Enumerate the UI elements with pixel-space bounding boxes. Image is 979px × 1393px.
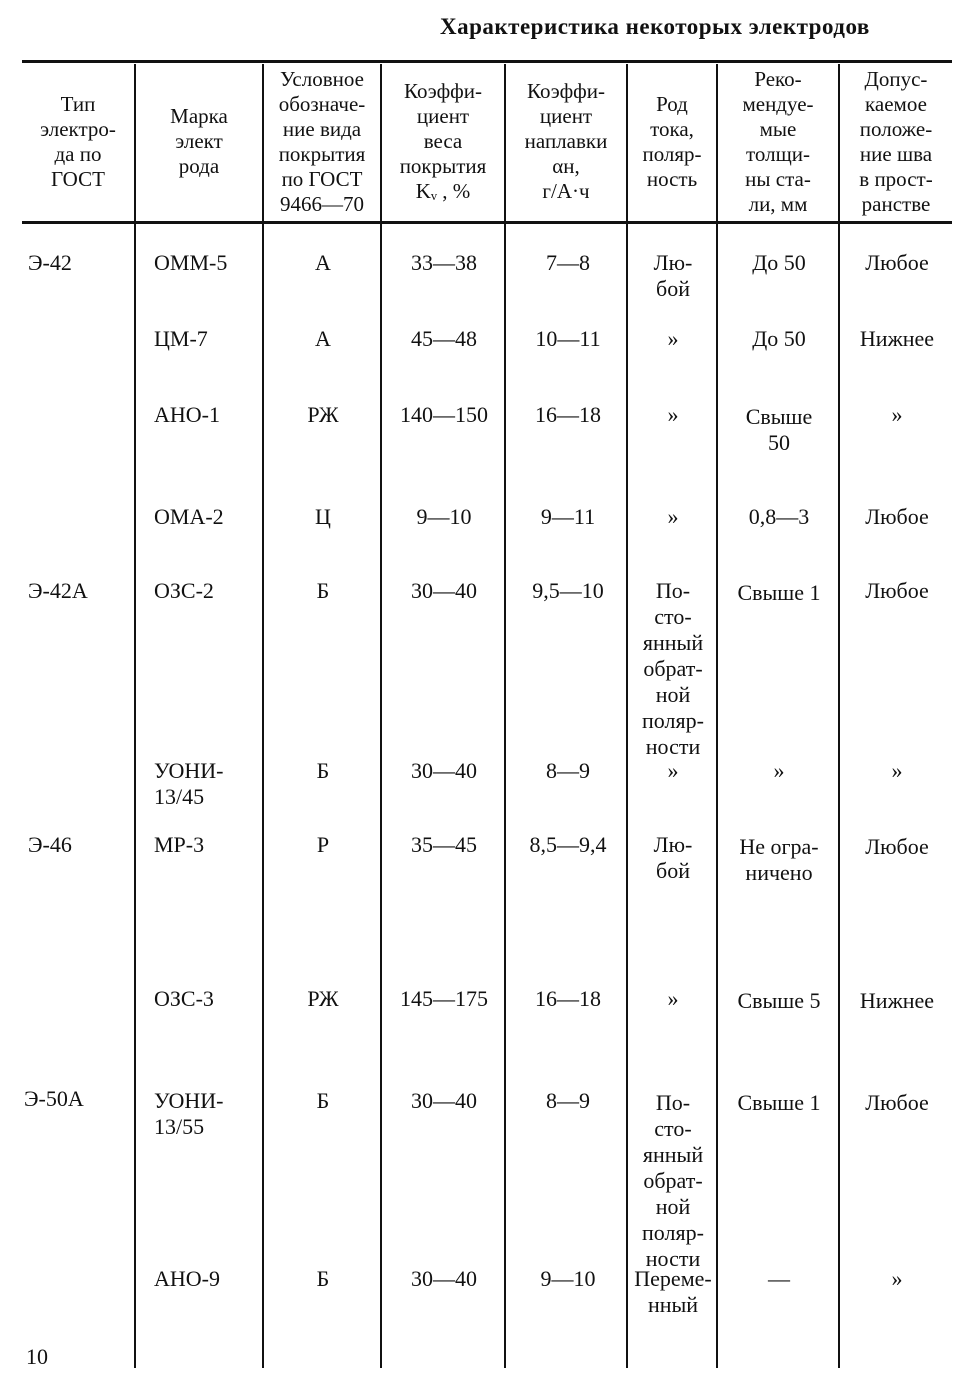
column-divider [838,64,840,1368]
cell-deposition-coefficient: 9,5—10 [532,578,604,603]
cell-coating-designation: Б [316,578,330,603]
cell-current-type: Лю- бой [653,250,693,301]
cell-coating-designation: Б [316,1088,330,1113]
cell-deposition-coefficient: 7—8 [546,250,590,275]
cell-steel-thickness: Свыше 1 [737,1090,821,1115]
cell-electrode-brand: ОЗС-2 [154,578,214,603]
cell-steel-thickness: До 50 [752,326,806,351]
top-rule [22,60,952,63]
header-electrode-brand: Марка элект рода [170,104,228,178]
cell-weld-position: » [891,402,903,427]
cell-electrode-brand: УОНИ- 13/45 [154,758,224,809]
cell-weld-position: Любое [865,578,929,603]
header-coating-designation: Условное обозначе- ние вида покрытия по ГОСТ 9466—70 [278,66,366,216]
cell-weld-position: » [891,758,903,783]
cell-coating-weight: 30—40 [411,1088,477,1113]
header-deposition-coefficient: Коэффи- циент наплавки αн, г/А·ч [524,79,608,203]
cell-coating-designation: А [315,326,331,351]
cell-current-type: По- сто- янный обрат- ной поляр- ности [642,578,704,759]
cell-coating-weight: 30—40 [411,758,477,783]
cell-current-type: По- сто- янный обрат- ной поляр- ности [642,1090,704,1271]
cell-coating-weight: 30—40 [411,1266,477,1291]
cell-weld-position: Любое [865,1090,929,1115]
cell-steel-thickness: » [773,758,785,783]
cell-coating-designation: А [315,250,331,275]
header-steel-thickness: Реко- мендуе- мые толщи- ны ста- ли, мм [742,66,814,216]
header-weld-position: Допус- каемое положе- ние шва в прост- ранстве [859,66,933,216]
cell-steel-thickness: До 50 [752,250,806,275]
header-bottom-rule [22,221,952,224]
cell-deposition-coefficient: 16—18 [535,986,601,1011]
cell-current-type: » [667,326,679,351]
cell-coating-weight: 45—48 [411,326,477,351]
cell-current-type: » [667,504,679,529]
cell-deposition-coefficient: 10—11 [535,326,601,351]
cell-coating-weight: 145—175 [400,986,488,1011]
cell-weld-position: Любое [865,834,929,859]
cell-deposition-coefficient: 9—10 [540,1266,596,1291]
cell-weld-position: Нижнее [859,988,935,1013]
cell-electrode-type: Э-42А [28,578,88,603]
column-divider [380,64,382,1368]
cell-coating-weight: 33—38 [411,250,477,275]
cell-electrode-brand: ОММ-5 [154,250,228,275]
cell-current-type: Лю- бой [653,832,693,883]
cell-electrode-brand: ОЗС-3 [154,986,214,1011]
cell-coating-designation: РЖ [307,986,339,1011]
cell-deposition-coefficient: 8—9 [546,758,590,783]
cell-deposition-coefficient: 8,5—9,4 [529,832,607,857]
cell-coating-designation: Б [316,758,330,783]
column-divider [716,64,718,1368]
header-coating-weight: Коэффи- циент веса покрытия Kᵥ , % [399,79,487,203]
cell-weld-position: » [891,1266,903,1291]
cell-steel-thickness: Не огра- ничено [739,834,819,885]
cell-coating-weight: 9—10 [416,504,472,529]
cell-coating-designation: Б [316,1266,330,1291]
cell-electrode-brand: УОНИ- 13/55 [154,1088,224,1139]
cell-electrode-brand: МР-3 [154,832,205,857]
cell-steel-thickness: Свыше 1 [737,580,821,605]
cell-electrode-brand: ОМА-2 [154,504,224,529]
cell-weld-position: Любое [865,250,929,275]
cell-electrode-brand: АНО-9 [154,1266,220,1291]
cell-current-type: » [667,402,679,427]
cell-steel-thickness: — [768,1266,790,1291]
cell-steel-thickness: Свыше 5 [737,988,821,1013]
cell-steel-thickness: 0,8—3 [748,504,810,529]
cell-deposition-coefficient: 16—18 [535,402,601,427]
cell-electrode-type: Э-46 [28,832,72,857]
cell-electrode-brand: АНО-1 [154,402,220,427]
cell-coating-designation: Ц [315,504,331,529]
cell-coating-designation: Р [316,832,330,857]
cell-electrode-type: Э-42 [28,250,72,275]
cell-coating-designation: РЖ [307,402,339,427]
cell-current-type: » [667,758,679,783]
cell-coating-weight: 35—45 [411,832,477,857]
cell-current-type: Переме- нный [634,1266,712,1317]
column-divider [134,64,136,1368]
header-current-type: Род тока, поляр- ность [642,91,702,191]
table-caption: Характеристика некоторых электродов [440,14,870,39]
column-divider [262,64,264,1368]
cell-deposition-coefficient: 9—11 [540,504,596,529]
cell-coating-weight: 140—150 [400,402,488,427]
cell-coating-weight: 30—40 [411,578,477,603]
cell-electrode-type: Э-50А [24,1086,84,1111]
cell-current-type: » [667,986,679,1011]
column-divider [504,64,506,1368]
cell-weld-position: Нижнее [859,326,935,351]
page-number: 10 [26,1344,48,1369]
header-electrode-type: Тип электро- да по ГОСТ [40,91,116,191]
cell-electrode-brand: ЦМ-7 [154,326,208,351]
cell-weld-position: Любое [865,504,929,529]
cell-steel-thickness: Свыше 50 [745,404,813,455]
cell-deposition-coefficient: 8—9 [546,1088,590,1113]
